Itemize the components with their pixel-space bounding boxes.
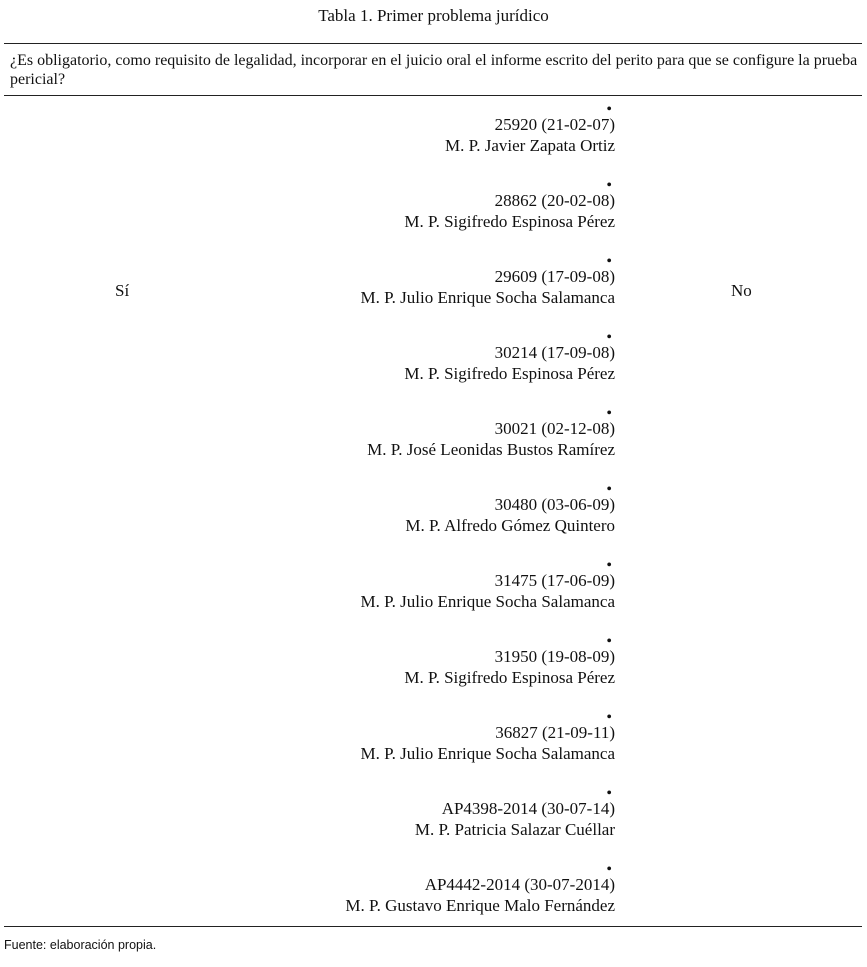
case-reference: 25920 (21-02-07) <box>494 115 615 134</box>
case-list <box>195 101 615 940</box>
case-reference: 28862 (20-02-08) <box>494 191 615 210</box>
table-caption: Tabla 1. Primer problema jurídico <box>318 6 549 25</box>
bullet-icon: • <box>606 253 612 270</box>
list-item <box>195 405 615 484</box>
magistrate-name: M. P. Alfredo Gómez Quintero <box>405 515 615 535</box>
list-item <box>195 861 615 940</box>
magistrate-name: M. P. Sigifredo Espinosa Pérez <box>404 667 615 687</box>
magistrate-name: M. P. Julio Enrique Socha Salamanca <box>360 287 615 307</box>
bullet-icon: • <box>606 709 612 726</box>
case-reference: AP4442-2014 (30-07-2014) <box>424 875 615 894</box>
top-rule <box>4 43 862 44</box>
list-item <box>195 709 615 788</box>
magistrate-name: M. P. Julio Enrique Socha Salamanca <box>360 743 615 763</box>
bullet-icon: • <box>606 177 612 194</box>
list-item <box>195 329 615 408</box>
magistrate-name: M. P. Javier Zapata Ortiz <box>445 135 615 155</box>
header-rule <box>4 95 862 96</box>
question-text: ¿Es obligatorio, como requisito de legalidad, incorporar en el juicio oral el informe escrito del perito para que se configure la prueba pericial? <box>10 52 858 88</box>
bullet-icon: • <box>606 101 612 118</box>
bottom-rule <box>4 926 862 927</box>
magistrate-name: M. P. Sigifredo Espinosa Pérez <box>404 363 615 383</box>
no-label: No <box>731 281 752 300</box>
case-reference: 30214 (17-09-08) <box>494 343 615 362</box>
list-item <box>195 481 615 560</box>
list-item <box>195 101 615 180</box>
list-item <box>195 557 615 636</box>
list-item <box>195 177 615 256</box>
list-item <box>195 633 615 712</box>
bullet-icon: • <box>606 405 612 422</box>
bullet-icon: • <box>606 557 612 574</box>
magistrate-name: M. P. José Leonidas Bustos Ramírez <box>367 439 615 459</box>
case-reference: 30480 (03-06-09) <box>494 495 615 514</box>
case-reference: 31950 (19-08-09) <box>494 647 615 666</box>
yes-label: Sí <box>115 281 130 300</box>
list-item <box>195 253 615 332</box>
case-reference: 29609 (17-09-08) <box>494 267 615 286</box>
magistrate-name: M. P. Julio Enrique Socha Salamanca <box>360 591 615 611</box>
bullet-icon: • <box>606 861 612 878</box>
list-item <box>195 785 615 864</box>
bullet-icon: • <box>606 329 612 346</box>
case-reference: 30021 (02-12-08) <box>494 419 615 438</box>
source-note: Fuente: elaboración propia. <box>4 938 157 952</box>
bullet-icon: • <box>606 785 612 802</box>
case-reference: 31475 (17-06-09) <box>494 571 615 590</box>
magistrate-name: M. P. Gustavo Enrique Malo Fernández <box>345 895 615 915</box>
bullet-icon: • <box>606 481 612 498</box>
magistrate-name: M. P. Patricia Salazar Cuéllar <box>414 819 615 839</box>
magistrate-name: M. P. Sigifredo Espinosa Pérez <box>404 211 615 231</box>
case-reference: 36827 (21-09-11) <box>495 723 615 742</box>
case-reference: AP4398-2014 (30-07-14) <box>441 799 615 818</box>
bullet-icon: • <box>606 633 612 650</box>
